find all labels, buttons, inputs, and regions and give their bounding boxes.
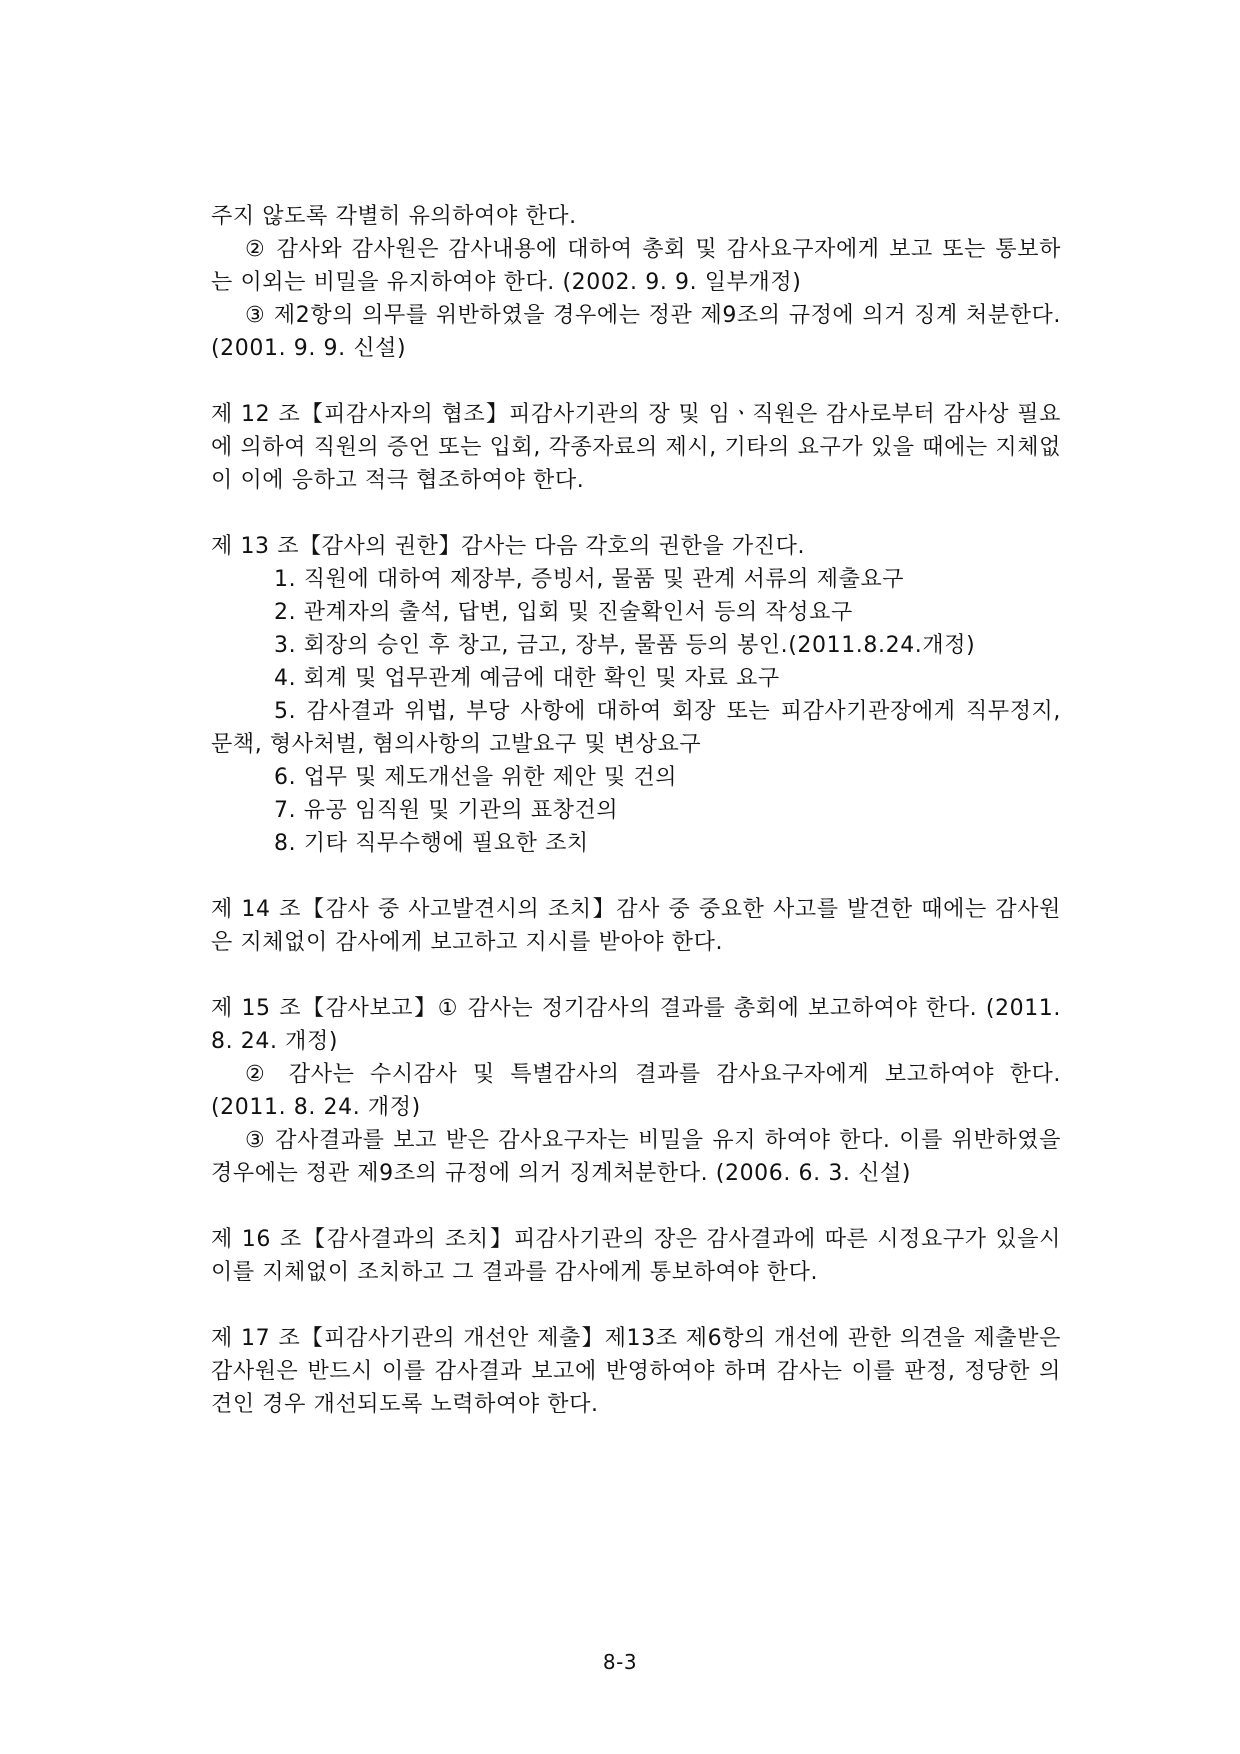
art13-item-6: 6. 업무 및 제도개선을 위한 제안 및 건의 (274, 765, 678, 790)
art13-item-7: 7. 유공 임직원 및 기관의 표창건의 (274, 798, 619, 823)
art15-item-2: ② 감사는 수시감사 및 특별감사의 결과를 감사요구자에게 보고하여야 한다. (2011. 8. 24. 개정) (211, 1062, 1061, 1120)
spacer (211, 497, 1061, 530)
spacer (211, 959, 1061, 992)
article-15-heading: 제 15 조【감사보고】① 감사는 정기감사의 결과를 총회에 보고하여야 한다. (2011. 8. 24. 개정) (211, 996, 1061, 1054)
article-17: 제 17 조【피감사기관의 개선안 제출】제13조 제6항의 개선에 관한 의견을 제출받은 감사원은 반드시 이를 감사결과 보고에 반영하여야 하며 감사는 이를 판정, 정당한 의견인 경우 개선되도록 노력하여야 한다. (211, 1326, 1061, 1417)
article-16: 제 16 조【감사결과의 조치】피감사기관의 장은 감사결과에 따른 시정요구가 있을시 이를 지체없이 조치하고 그 결과를 감사에게 통보하여야 한다. (211, 1227, 1061, 1285)
document-body (211, 200, 1061, 1421)
art13-item-1: 1. 직원에 대하여 제장부, 증빙서, 물품 및 관계 서류의 제출요구 (274, 567, 905, 592)
art13-item-2: 2. 관계자의 출석, 답변, 입회 및 진술확인서 등의 작성요구 (274, 600, 853, 625)
article-14: 제 14 조【감사 중 사고발견시의 조치】감사 중 중요한 사고를 발견한 때에는 감사원은 지체없이 감사에게 보고하고 지시를 받아야 한다. (211, 897, 1061, 955)
art13-item-3: 3. 회장의 승인 후 창고, 금고, 장부, 물품 등의 봉인.(2011.8.24.개정) (274, 633, 976, 658)
art13-item-8: 8. 기타 직무수행에 필요한 조치 (274, 831, 589, 856)
article-13-heading: 제 13 조【감사의 권한】감사는 다음 각호의 권한을 가진다. (211, 534, 806, 559)
article-12: 제 12 조【피감사자의 협조】피감사기관의 장 및 임ㆍ직원은 감사로부터 감사상 필요에 의하여 직원의 증언 또는 입회, 각종자료의 제시, 기타의 요구가 있을 때에는 지체없이 이에 응하고 적극 협조하여야 한다. (211, 402, 1061, 493)
art13-item-4: 4. 회계 및 업무관계 예금에 대한 확인 및 자료 요구 (274, 666, 780, 691)
art13-item-5: 5. 감사결과 위법, 부당 사항에 대하여 회장 또는 피감사기관장에게 직무정지, 문책, 형사처벌, 혐의사항의 고발요구 및 변상요구 (211, 699, 1061, 757)
spacer (211, 1190, 1061, 1223)
art11-item-3: ③ 제2항의 의무를 위반하였을 경우에는 정관 제9조의 규정에 의거 징계 처분한다. (2001. 9. 9. 신설) (211, 303, 1061, 361)
spacer (211, 860, 1061, 893)
page-number: 8-3 (602, 1650, 638, 1674)
art11-item-2: ② 감사와 감사원은 감사내용에 대하여 총회 및 감사요구자에게 보고 또는 통보하는 이외는 비밀을 유지하여야 한다. (2002. 9. 9. 일부개정) (211, 237, 1061, 295)
art15-item-3: ③ 감사결과를 보고 받은 감사요구자는 비밀을 유지 하여야 한다. 이를 위반하였을 경우에는 정관 제9조의 규정에 의거 징계처분한다. (2006. 6. 3. 신설) (211, 1128, 1061, 1186)
spacer (211, 1289, 1061, 1322)
spacer (211, 365, 1061, 398)
continuation-line: 주지 않도록 각별히 유의하여야 한다. (211, 204, 577, 229)
